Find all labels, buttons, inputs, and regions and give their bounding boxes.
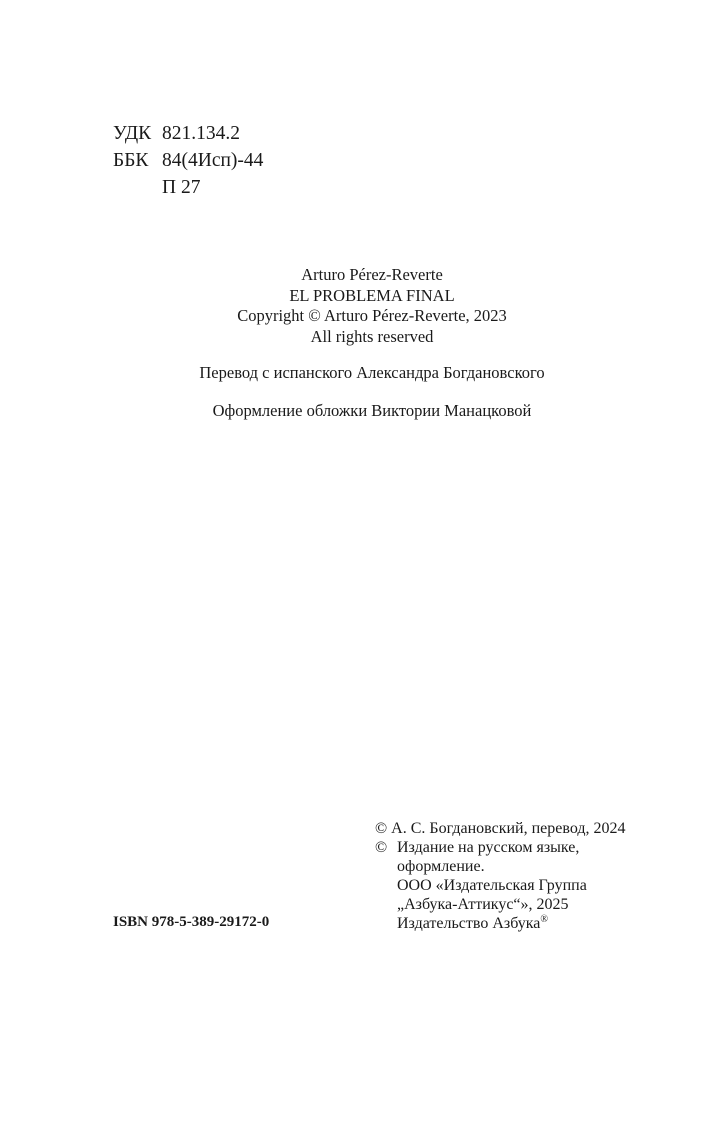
author-mark: П 27	[162, 177, 201, 198]
imprint-name: Издательство Азбука	[397, 915, 541, 932]
original-credits	[0, 265, 709, 347]
bbk-value: 84(4Исп)-44	[162, 150, 264, 171]
classification-block	[113, 120, 263, 201]
registered-mark: ®	[540, 914, 548, 925]
publisher-line-2: „Азбука-Аттикус“», 2025	[397, 896, 569, 913]
copyright-symbol: ©	[375, 820, 388, 837]
udk-value: 821.134.2	[162, 123, 240, 144]
publisher-line-1: ООО «Издательская Группа	[397, 877, 587, 894]
imprint-line	[375, 914, 626, 933]
author-mark-row	[113, 174, 263, 201]
original-copyright: Copyright © Arturo Pérez-Reverte, 2023	[237, 306, 507, 325]
udk-label: УДК	[113, 123, 152, 144]
copyright-block	[375, 819, 626, 933]
bbk-row	[113, 147, 263, 174]
edition-copyright-cont: оформление.	[397, 858, 485, 875]
translation-copyright: А. С. Богдановский, перевод, 2024	[391, 820, 626, 837]
cover-design-credit: Оформление обложки Виктории Манацковой	[212, 401, 532, 420]
original-title: EL PROBLEMA FINAL	[289, 285, 455, 305]
copyright-symbol: ©	[375, 839, 388, 856]
translation-copyright-line	[375, 819, 626, 838]
udk-row	[113, 120, 263, 147]
original-author: Arturo Pérez-Reverte	[301, 265, 443, 284]
translator-credit: Перевод с испанского Александра Богдановского	[199, 363, 545, 382]
bbk-label: ББК	[113, 150, 149, 171]
isbn: ISBN 978-5-389-29172-0	[113, 914, 270, 930]
original-rights: All rights reserved	[310, 326, 434, 346]
edition-copyright: Издание на русском языке,	[397, 839, 580, 856]
edition-copyright-line	[375, 838, 626, 857]
